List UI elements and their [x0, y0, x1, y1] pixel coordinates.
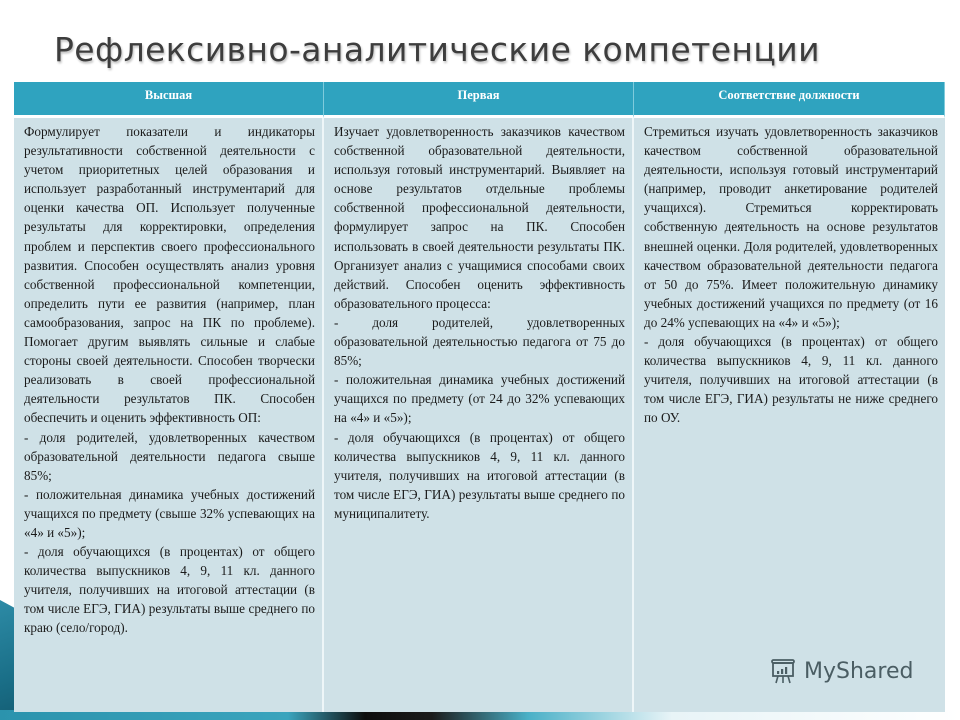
- slide-title: Рефлексивно-аналитические компетенции: [54, 30, 820, 69]
- cell-paragraph: - доля обучающихся (в процентах) от общего количества выпускников 4, 9, 11 кл. данного учителя, получивших на итоговой аттестации (в том числе ЕГЭ, ГИА) результаты выше среднего по муниципалитету.: [334, 429, 625, 521]
- table-cell-position-match: [634, 118, 945, 712]
- cell-paragraph: Изучает удовлетворенность заказчиков качеством собственной образовательной деятельности, используя готовый инструментарий. Выявляет на основе результатов отдельные проблемы собственной профессиональной деятельности, формулирует запрос на ПК. Способен использовать в своей деятельности результаты ПК. Организует анализ с учащимися способами своих действий. Способен оценить эффективность образовательного процесса:: [334, 124, 625, 311]
- cell-paragraph: - положительная динамика учебных достижений учащихся по предмету (от 24 до 32% успевающих на «4» и «5»);: [334, 372, 625, 426]
- table-cell-highest: [14, 118, 324, 712]
- cell-paragraph: - доля обучающихся (в процентах) от общего количества выпускников 4, 9, 11 кл. данного учителя, получивших на итоговой аттестации (в том числе ЕГЭ, ГИА) результаты выше среднего по краю (село/город).: [24, 544, 315, 636]
- watermark-logo: [768, 656, 913, 686]
- table-cell-first: [324, 118, 634, 712]
- cell-paragraph: Формулирует показатели и индикаторы результативности собственной деятельности с учетом приоритетных целей образования и использует разработанный инструментарий для оценки качества ОП. Использует полученные результаты для корректировки, определения проблем и перспектив своего профессионального развития. Способен осуществлять анализ уровня собственной профессиональной компетенции, определить пути ее развития (например, план самообразования, запрос на ПК по проблеме). Помогает другим выявлять сильные и слабые стороны своей деятельности. Способен творчески реализовать в своей профессиональной деятельности результатов ПК. Способен обеспечить и оценить эффективность ОП:: [24, 124, 315, 426]
- column-header-highest: Высшая: [14, 82, 324, 118]
- cell-paragraph: - доля родителей, удовлетворенных качеством образовательной деятельности педагога свыше 85%;: [24, 429, 315, 483]
- watermark-text: MyShared: [804, 658, 914, 684]
- cell-paragraph: - доля обучающихся (в процентах) от общего количества выпускников 4, 9, 11 кл. данного учителя, получивших на итоговой аттестации (в том числе ЕГЭ, ГИА) результаты не ниже среднего по ОУ.: [644, 334, 938, 426]
- column-header-position-match: Соответствие должности: [634, 82, 945, 118]
- cell-paragraph: - доля родителей, удовлетворенных образовательной деятельностью педагога от 75 до 85%;: [334, 314, 625, 369]
- competency-table: [14, 82, 945, 712]
- cell-paragraph: Стремиться изучать удовлетворенность заказчиков качеством собственной образовательной деятельности, используя готовый инструментарий (например, проводит анкетирование родителей учащихся). Стремиться корректировать собственную деятельность на основе результатов внешней оценки. Доля родителей, удовлетворенных качеством образовательной деятельности педагога от 50 до 75%. Имеет положительную динамику учебных достижений учащихся по предмету (от 16 до 24% успевающих на «4» и «5»);: [644, 124, 938, 330]
- cell-paragraph: - положительная динамика учебных достижений учащихся по предмету (свыше 32% успевающих на «4» и «5»);: [24, 486, 315, 540]
- presentation-board-icon: [768, 656, 798, 686]
- column-header-first: Первая: [324, 82, 634, 118]
